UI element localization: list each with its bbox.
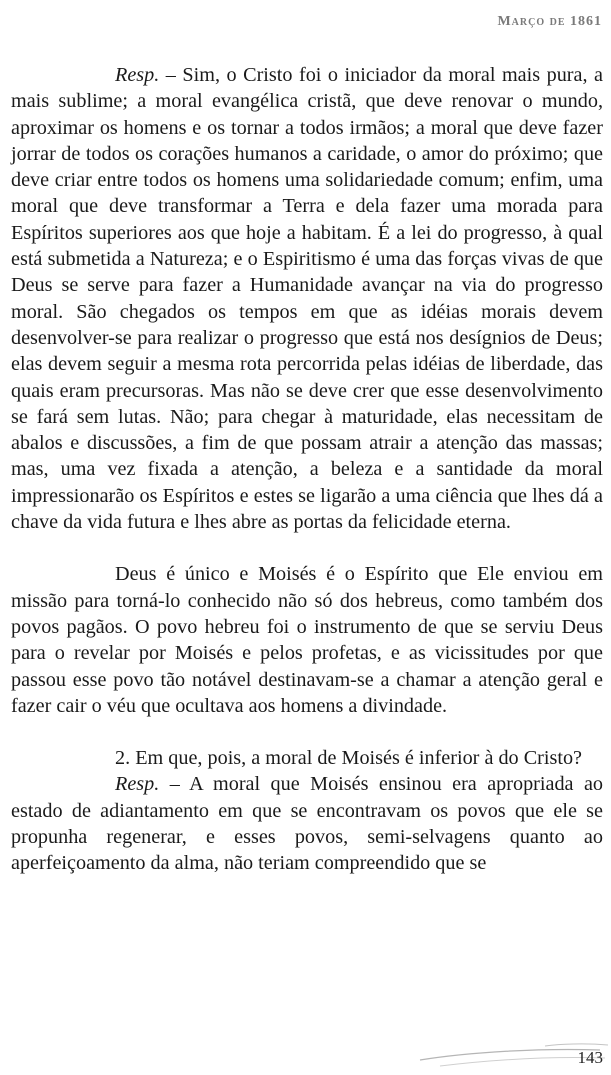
page-footer — [0, 1030, 611, 1075]
paragraph-2 — [11, 561, 603, 719]
paragraph-text: – Sim, o Cristo foi o iniciador da moral mais pura, a mais sublime; a moral evangélica cristã, que deve renovar o mundo, aproximar os homens e os tornar a todos irmãos; a moral que deve fazer jorrar de todos os corações humanos a caridade, o amor do próximo; que deve criar entre todos os homens uma solidariedade comum; enfim, uma moral que deve transformar a Terra e dela fazer uma morada para Espíritos superiores aos que hoje a habitam. É a lei do progresso, à qual está submetida a Natureza; e o Espiritismo é uma das forças vivas de que Deus se serve para fazer a Humanidade avançar na via do progresso moral. São chegados os tempos em que as idéias morais devem desenvolver-se para realizar o progresso que está nos desígnios de Deus; elas devem seguir a mesma rota percorrida pelas idéias de liberdade, das quais eram precursoras. Mas não se deve crer que esse desenvolvimento se fará sem lutas. Não; para chegar à maturidade, elas necessitam de abalos e discussões, a fim de que possam atrair a atenção das massas; mas, uma vez fixada a atenção, a beleza e a santidade da moral impressionarão os Espíritos e estes se ligarão a uma ciência que lhes dá a chave da vida futura e lhes abre as portas da felicidade eterna. — [11, 64, 603, 534]
body-text — [11, 62, 603, 877]
paragraph-1 — [11, 62, 603, 535]
footer-swoosh-ornament — [0, 1030, 611, 1075]
page-number: 143 — [577, 1048, 603, 1067]
question-2 — [11, 745, 603, 771]
paragraph-text: – A moral que Moisés ensinou era apropriada ao estado de adiantamento em que se encontravam os povos que ele se propunha regenerar, e esses povos, semi-selvagens quanto ao aperfeiçoamento da alma, não teriam compreendido que se — [11, 773, 603, 875]
resp-label: Resp. — [115, 773, 160, 796]
running-header: Março de 1861 — [497, 14, 602, 29]
paragraph-text: 2. Em que, pois, a moral de Moisés é inferior à do Cristo? — [115, 747, 583, 770]
paragraph-4 — [11, 771, 603, 876]
paragraph-text: Deus é único e Moisés é o Espírito que Ele enviou em missão para torná-lo conhecido não só dos hebreus, como também dos povos pagãos. O povo hebreu foi o instrumento de que se serviu Deus para o revelar por Moisés e pelos profetas, e as vicissitudes por que passou esse povo tão notável destinavam-se a chamar a atenção geral e fazer cair o véu que ocultava aos homens a divindade. — [11, 563, 603, 717]
resp-label: Resp. — [115, 64, 160, 86]
